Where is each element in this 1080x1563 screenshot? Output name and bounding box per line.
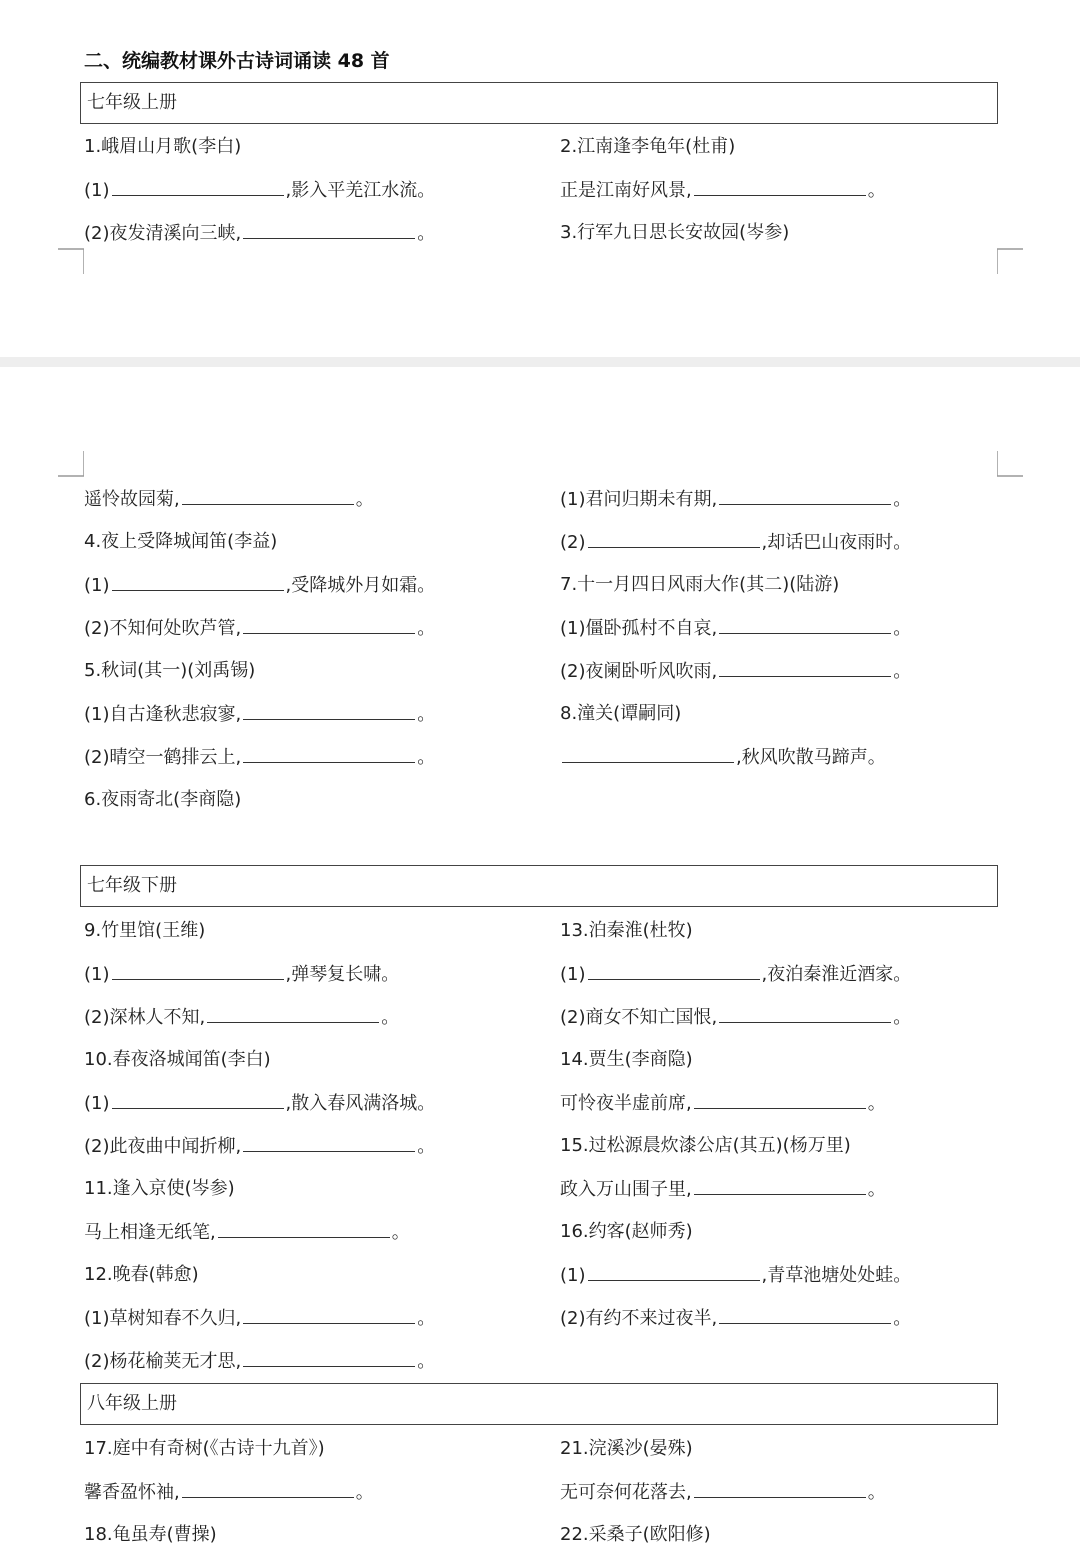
section-header-grade7-vol2: 七年级下册 — [80, 865, 998, 907]
poem-title: 18.龟虽寿(曹操) — [84, 1524, 217, 1545]
line-prefix: (2)此夜曲中闻折柳, — [84, 1136, 242, 1157]
line-prefix: (2)不知何处吹芦管, — [84, 618, 242, 639]
document-page-1 — [0, 0, 1080, 357]
section-header-grade8-vol1: 八年级上册 — [80, 1383, 998, 1425]
line-suffix: 。 — [381, 1007, 400, 1028]
document-title: 二、统编教材课外古诗词诵读 48 首 — [84, 50, 390, 72]
fill-in-line — [84, 703, 435, 726]
fill-in-line — [84, 1135, 435, 1158]
page-corner-mark — [997, 248, 1023, 274]
line-prefix: (1) — [560, 1265, 586, 1286]
poem-title: 7.十一月四日风雨大作(其二)(陆游) — [560, 574, 840, 595]
line-suffix: 。 — [417, 1308, 436, 1329]
fill-in-line — [84, 617, 435, 640]
answer-blank[interactable] — [719, 1307, 891, 1324]
line-suffix: ,却话巴山夜雨时。 — [761, 532, 912, 553]
line-prefix: (2)夜发清溪向三峡, — [84, 223, 242, 244]
line-prefix: (1) — [84, 1093, 110, 1114]
line-prefix: (1) — [84, 180, 110, 201]
line-prefix: (2)晴空一鹤排云上, — [84, 747, 242, 768]
page-corner-mark — [58, 248, 84, 274]
answer-blank[interactable] — [588, 531, 760, 548]
line-prefix: (2)有约不来过夜半, — [560, 1308, 718, 1329]
fill-in-line — [84, 1006, 399, 1029]
fill-in-line — [560, 179, 886, 202]
answer-blank[interactable] — [588, 963, 760, 980]
fill-in-line — [560, 746, 886, 769]
line-suffix: 。 — [867, 180, 886, 201]
line-prefix: 馨香盈怀袖, — [84, 1482, 180, 1503]
line-suffix: ,散入春风满洛城。 — [285, 1093, 436, 1114]
line-prefix: (1)自古逢秋悲寂寥, — [84, 704, 242, 725]
line-suffix: 。 — [893, 489, 912, 510]
fill-in-line — [560, 1307, 911, 1330]
poem-title: 11.逢入京使(岑参) — [84, 1178, 235, 1199]
line-prefix: (2)杨花榆荚无才思, — [84, 1351, 242, 1372]
answer-blank[interactable] — [112, 179, 284, 196]
fill-in-line — [560, 963, 911, 986]
line-prefix: (2)夜阑卧听风吹雨, — [560, 661, 718, 682]
fill-in-line — [84, 746, 435, 769]
fill-in-line — [560, 1178, 886, 1201]
fill-in-line — [560, 1264, 911, 1287]
answer-blank[interactable] — [719, 617, 891, 634]
line-suffix: 。 — [417, 618, 436, 639]
line-prefix: (1)僵卧孤村不自哀, — [560, 618, 718, 639]
line-suffix: 。 — [893, 1007, 912, 1028]
answer-blank[interactable] — [588, 1264, 760, 1281]
line-suffix: ,夜泊秦淮近酒家。 — [761, 964, 912, 985]
line-suffix: 。 — [355, 1482, 374, 1503]
poem-title: 10.春夜洛城闻笛(李白) — [84, 1049, 271, 1070]
answer-blank[interactable] — [562, 746, 734, 763]
answer-blank[interactable] — [243, 746, 415, 763]
fill-in-line — [560, 660, 911, 683]
answer-blank[interactable] — [719, 488, 891, 505]
page-corner-mark — [58, 451, 84, 477]
line-prefix: (1)君问归期未有期, — [560, 489, 718, 510]
line-prefix: (1) — [84, 575, 110, 596]
fill-in-line — [560, 1481, 886, 1504]
answer-blank[interactable] — [694, 1092, 866, 1109]
fill-in-line — [84, 1221, 410, 1244]
line-prefix: (1) — [84, 964, 110, 985]
line-prefix: 正是江南好风景, — [560, 180, 692, 201]
poem-title: 21.浣溪沙(晏殊) — [560, 1438, 693, 1459]
poem-title: 17.庭中有奇树(《古诗十九首》) — [84, 1438, 325, 1459]
line-prefix: 马上相逢无纸笔, — [84, 1222, 216, 1243]
line-suffix: 。 — [391, 1222, 410, 1243]
line-suffix: 。 — [867, 1179, 886, 1200]
fill-in-line — [84, 963, 399, 986]
fill-in-line — [84, 1481, 374, 1504]
answer-blank[interactable] — [243, 1350, 415, 1367]
answer-blank[interactable] — [243, 222, 415, 239]
poem-title: 9.竹里馆(王维) — [84, 920, 206, 941]
line-suffix: ,影入平羌江水流。 — [285, 180, 436, 201]
fill-in-line — [84, 1307, 435, 1330]
section-header-grade7-vol1: 七年级上册 — [80, 82, 998, 124]
answer-blank[interactable] — [719, 660, 891, 677]
answer-blank[interactable] — [243, 703, 415, 720]
poem-title: 22.采桑子(欧阳修) — [560, 1524, 711, 1545]
answer-blank[interactable] — [207, 1006, 379, 1023]
line-suffix: 。 — [417, 704, 436, 725]
line-prefix: (2) — [560, 532, 586, 553]
line-prefix: (1) — [560, 964, 586, 985]
line-prefix: (1)草树知春不久归, — [84, 1308, 242, 1329]
line-prefix: 无可奈何花落去, — [560, 1482, 692, 1503]
answer-blank[interactable] — [243, 1135, 415, 1152]
fill-in-line — [84, 574, 435, 597]
fill-in-line — [84, 179, 435, 202]
line-suffix: ,弹琴复长啸。 — [285, 964, 400, 985]
poem-title: 12.晚春(韩愈) — [84, 1264, 199, 1285]
answer-blank[interactable] — [243, 617, 415, 634]
line-suffix: 。 — [355, 489, 374, 510]
fill-in-line — [560, 617, 911, 640]
poem-title: 16.约客(赵师秀) — [560, 1221, 693, 1242]
line-prefix: 可怜夜半虚前席, — [560, 1093, 692, 1114]
answer-blank[interactable] — [694, 1178, 866, 1195]
answer-blank[interactable] — [218, 1221, 390, 1238]
answer-blank[interactable] — [719, 1006, 891, 1023]
poem-title: 6.夜雨寄北(李商隐) — [84, 789, 242, 810]
answer-blank[interactable] — [112, 1092, 284, 1109]
line-suffix: 。 — [893, 661, 912, 682]
poem-title: 5.秋词(其一)(刘禹锡) — [84, 660, 256, 681]
answer-blank[interactable] — [112, 574, 284, 591]
answer-blank[interactable] — [694, 1481, 866, 1498]
fill-in-line — [560, 488, 911, 511]
line-suffix: ,秋风吹散马蹄声。 — [736, 747, 886, 768]
poem-title: 8.潼关(谭嗣同) — [560, 703, 682, 724]
answer-blank[interactable] — [694, 179, 866, 196]
line-suffix: ,受降城外月如霜。 — [285, 575, 436, 596]
answer-blank[interactable] — [182, 1481, 354, 1498]
line-suffix: 。 — [893, 618, 912, 639]
fill-in-line — [84, 488, 374, 511]
poem-title: 13.泊秦淮(杜牧) — [560, 920, 693, 941]
answer-blank[interactable] — [243, 1307, 415, 1324]
poem-title: 4.夜上受降城闻笛(李益) — [84, 531, 278, 552]
line-prefix: 遥怜故园菊, — [84, 489, 180, 510]
poem-title: 3.行军九日思长安故园(岑参) — [560, 222, 790, 243]
page-corner-mark — [997, 451, 1023, 477]
poem-title: 1.峨眉山月歌(李白) — [84, 136, 242, 157]
line-suffix: 。 — [867, 1093, 886, 1114]
page-gap — [0, 357, 1080, 367]
fill-in-line — [84, 1092, 435, 1115]
line-suffix: 。 — [417, 1136, 436, 1157]
document-page-2 — [0, 367, 1080, 1563]
line-prefix: (2)深林人不知, — [84, 1007, 206, 1028]
answer-blank[interactable] — [182, 488, 354, 505]
line-prefix: 政入万山围子里, — [560, 1179, 692, 1200]
line-suffix: 。 — [893, 1308, 912, 1329]
poem-title: 2.江南逢李龟年(杜甫) — [560, 136, 736, 157]
fill-in-line — [560, 531, 911, 554]
answer-blank[interactable] — [112, 963, 284, 980]
line-suffix: 。 — [417, 1351, 436, 1372]
poem-title: 14.贾生(李商隐) — [560, 1049, 693, 1070]
fill-in-line — [84, 1350, 435, 1373]
fill-in-line — [560, 1092, 886, 1115]
line-suffix: 。 — [417, 223, 436, 244]
poem-title: 15.过松源晨炊漆公店(其五)(杨万里) — [560, 1135, 851, 1156]
line-prefix: (2)商女不知亡国恨, — [560, 1007, 718, 1028]
fill-in-line — [560, 1006, 911, 1029]
line-suffix: 。 — [867, 1482, 886, 1503]
fill-in-line — [84, 222, 435, 245]
line-suffix: 。 — [417, 747, 436, 768]
line-suffix: ,青草池塘处处蛙。 — [761, 1265, 912, 1286]
